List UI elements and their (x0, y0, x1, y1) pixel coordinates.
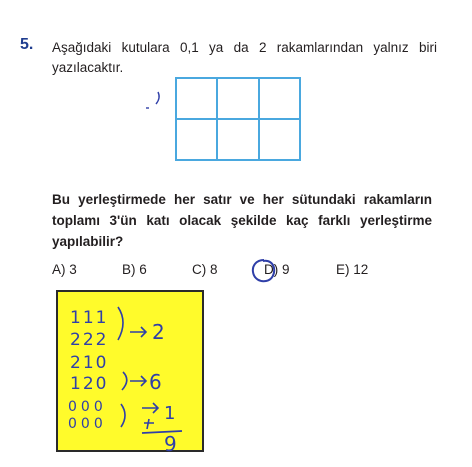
grid-cell (217, 78, 258, 119)
hw-row: 210 (70, 353, 109, 373)
grid-cell (176, 78, 217, 119)
option-a[interactable]: A) 3 (52, 262, 77, 277)
handwriting-canvas (58, 292, 206, 454)
handwritten-solution-note (56, 290, 204, 452)
grid-cell (259, 119, 300, 160)
hw-row: 120 (70, 374, 109, 394)
hw-row: 000 (68, 416, 107, 432)
option-d[interactable]: D) 9 (264, 262, 290, 277)
empty-grid (175, 77, 301, 161)
question-intro: Aşağıdaki kutulara 0,1 ya da 2 rakamlarından yalnız biri yazılacaktır. (52, 40, 437, 75)
hw-row: 222 (70, 330, 109, 350)
answer-circle (250, 257, 278, 285)
hw-row: 111 (70, 308, 109, 328)
hw-count: 6 (149, 370, 162, 394)
question-prompt: Bu yerleştirmede her satır ve her sütundaki rakamların toplamı 3'ün katı olacak şekilde kaç farklı yerleştirme yapılabilir? (52, 192, 432, 249)
answer-options (52, 262, 392, 280)
grid-cell (217, 119, 258, 160)
grid-cell (259, 78, 300, 119)
hw-total: 9 (164, 432, 177, 454)
hw-row: 000 (68, 399, 107, 415)
option-e[interactable]: E) 12 (336, 262, 369, 277)
option-c[interactable]: C) 8 (192, 262, 218, 277)
option-b[interactable]: B) 6 (122, 262, 147, 277)
grid-cell (176, 119, 217, 160)
question-number: 5. (20, 36, 34, 53)
hw-count: 1 (164, 403, 176, 424)
hw-count: 2 (152, 320, 165, 344)
pen-mark (140, 88, 170, 114)
